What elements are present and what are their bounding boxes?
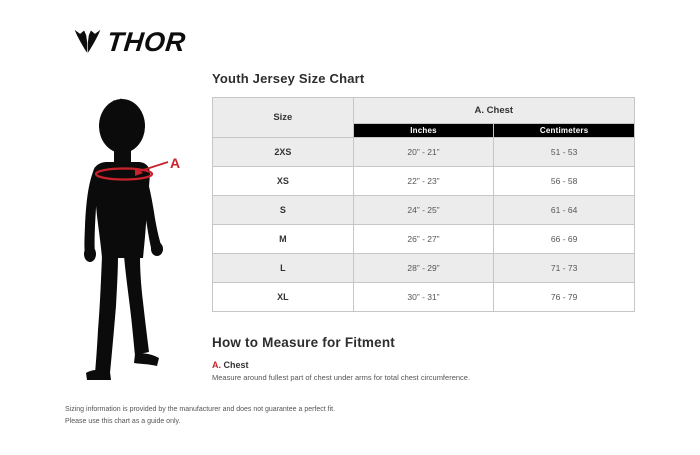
size-cell: XS bbox=[213, 167, 354, 196]
inches-cell: 26” - 27” bbox=[353, 225, 494, 254]
inches-cell: 20” - 21” bbox=[353, 138, 494, 167]
disclaimer bbox=[65, 404, 335, 427]
table-row bbox=[213, 283, 635, 312]
inches-cell: 22” - 23” bbox=[353, 167, 494, 196]
measure-point-label: A bbox=[170, 155, 181, 171]
measure-item-description: Measure around fullest part of chest under arms for total chest circumference. bbox=[212, 373, 471, 382]
thor-logo bbox=[74, 28, 186, 56]
centimeters-cell: 56 - 58 bbox=[494, 167, 635, 196]
centimeters-cell: 71 - 73 bbox=[494, 254, 635, 283]
disclaimer-line-2: Please use this chart as a guide only. bbox=[65, 417, 181, 425]
measure-item-name: Chest bbox=[223, 360, 249, 370]
measure-item-heading bbox=[212, 360, 635, 370]
column-header-chest: A. Chest bbox=[353, 98, 634, 124]
centimeters-cell: 61 - 64 bbox=[494, 196, 635, 225]
centimeters-cell: 51 - 53 bbox=[494, 138, 635, 167]
size-cell: XL bbox=[213, 283, 354, 312]
size-chart-panel bbox=[212, 71, 635, 382]
table-row bbox=[213, 196, 635, 225]
column-header-inches: Inches bbox=[353, 124, 494, 138]
measure-guide-section bbox=[212, 335, 635, 382]
table-row bbox=[213, 254, 635, 283]
table-row bbox=[213, 225, 635, 254]
column-header-centimeters: Centimeters bbox=[494, 124, 635, 138]
measure-guide-title: How to Measure for Fitment bbox=[212, 335, 395, 350]
measure-item-key: A. bbox=[212, 360, 221, 370]
size-cell: M bbox=[213, 225, 354, 254]
thor-wordmark: THOR bbox=[105, 26, 188, 57]
column-header-size: Size bbox=[213, 98, 354, 138]
size-chart-title: Youth Jersey Size Chart bbox=[212, 71, 365, 86]
child-silhouette bbox=[80, 92, 205, 382]
measurement-figure bbox=[80, 92, 205, 382]
table-row bbox=[213, 167, 635, 196]
thor-horns-icon bbox=[74, 28, 101, 56]
centimeters-cell: 76 - 79 bbox=[494, 283, 635, 312]
size-chart-table bbox=[212, 97, 635, 312]
table-row bbox=[213, 138, 635, 167]
centimeters-cell: 66 - 69 bbox=[494, 225, 635, 254]
inches-cell: 28” - 29” bbox=[353, 254, 494, 283]
size-cell: L bbox=[213, 254, 354, 283]
inches-cell: 24” - 25” bbox=[353, 196, 494, 225]
size-cell: S bbox=[213, 196, 354, 225]
disclaimer-line-1: Sizing information is provided by the manufacturer and does not guarantee a perfect fit. bbox=[65, 406, 336, 413]
inches-cell: 30” - 31” bbox=[353, 283, 494, 312]
size-cell: 2XS bbox=[213, 138, 354, 167]
